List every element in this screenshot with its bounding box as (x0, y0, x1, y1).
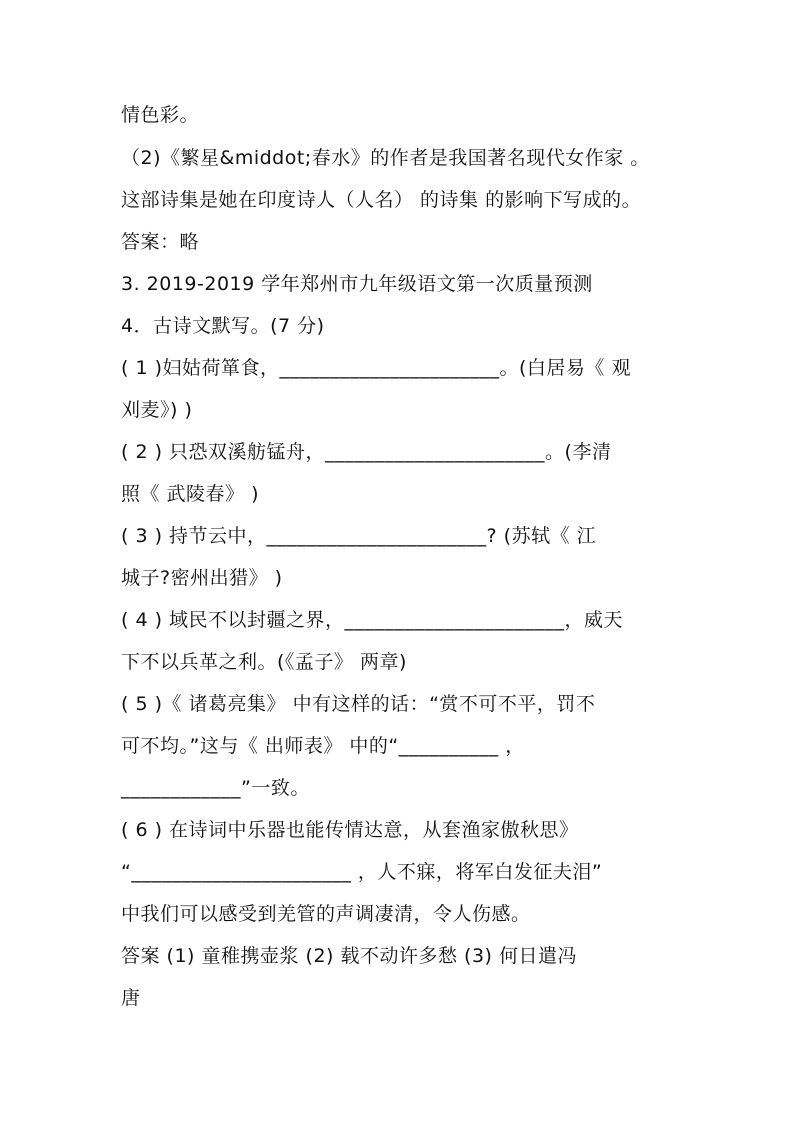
text-line: “______________________ ，人不寐，将军白发征夫泪” (121, 861, 603, 883)
text-line: ( 6 ) 在诗词中乐器也能传情达意，从套渔家傲秋思》 (121, 819, 579, 841)
text-line: 答案 (1) 童稚携壶浆 (2) 载不动许多愁 (3) 何日遣冯 (121, 945, 577, 967)
text-line: 唐 (121, 987, 141, 1009)
text-line: 3. 2019-2019 学年郑州市九年级语文第一次质量预测 (121, 273, 593, 295)
text-line: 城子?密州出猎》 ) (121, 567, 283, 589)
text-line: 这部诗集是她在印度诗人（人名） 的诗集 的影响下写成的。 (121, 189, 642, 211)
text-line: 情色彩。 (121, 104, 200, 126)
text-line: 答案：略 (121, 231, 200, 253)
text-line: 4．古诗文默写。(7 分) (121, 315, 325, 337)
text-line: ____________”一致。 (121, 777, 310, 799)
text-line: 照《 武陵春》 ) (121, 483, 259, 505)
text-line: （2)《繁星&middot;春水》的作者是我国著名现代女作家 。 (121, 147, 650, 169)
text-line: 刈麦》) ) (121, 399, 193, 421)
text-line: 下不以兵革之利。(《孟子》 两章) (121, 651, 407, 673)
text-line: ( 5 )《 诸葛亮集》 中有这样的话：“赏不可不平，罚不 (121, 693, 596, 715)
text-line: ( 1 )妇姑荷箪食，______________________。(白居易《 观 (121, 357, 631, 379)
text-line: 可不均。”这与《 出师表》 中的“__________ ， (121, 735, 525, 757)
text-line: 中我们可以感受到羌管的声调凄清，令人伤感。 (121, 903, 531, 925)
text-line: ( 2 ) 只恐双溪舫锰舟，______________________。(李清 (121, 441, 612, 463)
text-line: ( 3 ) 持节云中，______________________? (苏轼《 江 (121, 525, 597, 547)
text-line: ( 4 ) 域民不以封疆之界，______________________，威天 (121, 609, 624, 631)
